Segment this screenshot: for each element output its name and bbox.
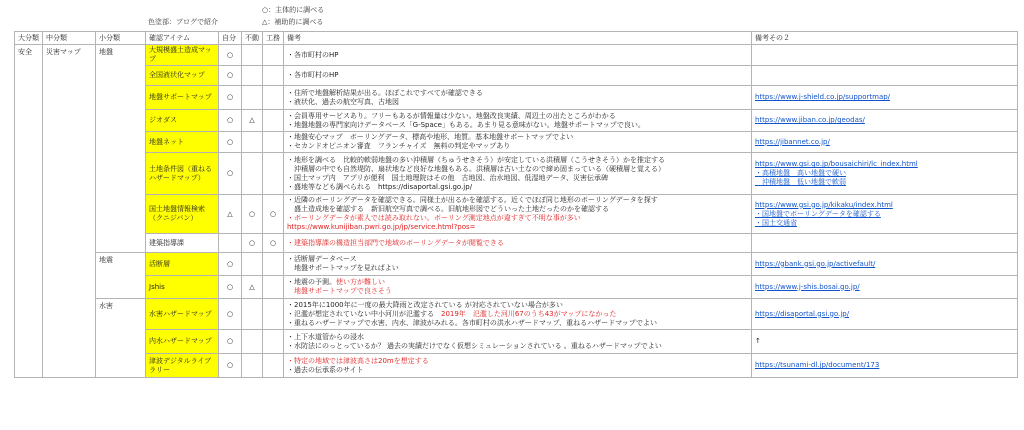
cell-self[interactable]: ○ <box>219 153 242 195</box>
cell-realestate[interactable] <box>242 66 263 86</box>
cell-self[interactable]: ○ <box>219 276 242 299</box>
cell-realestate[interactable]: ○ <box>242 234 263 253</box>
cell-builder[interactable] <box>263 330 284 354</box>
note-line <box>287 278 748 287</box>
cell-notes[interactable] <box>284 86 752 110</box>
cell-major[interactable]: 安全 <box>15 45 43 378</box>
header-builder[interactable]: 工務 <box>263 32 284 45</box>
cell-builder[interactable] <box>263 110 284 132</box>
cell-builder[interactable] <box>263 66 284 86</box>
cell-builder[interactable]: ○ <box>263 195 284 234</box>
cell-self[interactable]: ○ <box>219 253 242 276</box>
cell-builder[interactable] <box>263 253 284 276</box>
cell-self[interactable]: ○ <box>219 299 242 330</box>
cell-self[interactable]: ○ <box>219 354 242 378</box>
arrow-text: ↑ <box>755 337 761 345</box>
table-row <box>15 153 1018 195</box>
cell-realestate[interactable] <box>242 354 263 378</box>
cell-item[interactable]: ジオダス <box>146 110 219 132</box>
link[interactable]: https://tsunami-dl.jp/document/173 <box>755 361 880 369</box>
note-line <box>287 310 748 319</box>
cell-notes[interactable] <box>284 66 752 86</box>
cell-realestate[interactable] <box>242 253 263 276</box>
note-line: ・ボーリングデータが素人では読み取れない。ボーリング測定地点が違すぎて不明な事が多い <box>287 214 581 222</box>
cell-item[interactable]: 津波デジタルライブラリー <box>146 354 219 378</box>
note-line: ・重ねるハザードマップで水害、内水、津波がみれる。各市町村の洪水ハザードマップ、重ねるハザードマップでよい <box>287 318 658 327</box>
cell-item[interactable]: 大規模盛土造成マップ <box>146 45 219 66</box>
note-line: ・特定の地域では津波高さは20mを想定する <box>287 356 429 365</box>
header-item[interactable]: 確認アイテム <box>146 32 219 45</box>
cell-realestate[interactable]: △ <box>242 276 263 299</box>
cell-notes[interactable] <box>284 195 752 234</box>
cell-notes[interactable] <box>284 110 752 132</box>
cell-builder[interactable] <box>263 153 284 195</box>
note-line: ・住所で地盤解析結果が出る。ほぼこれですべてが確認できる <box>287 88 483 97</box>
header-notes2[interactable]: 備考その２ <box>752 32 1018 45</box>
link[interactable]: https://www.j-shis.bosai.go.jp/ <box>755 282 860 291</box>
cell-notes2[interactable] <box>752 234 1018 253</box>
note-line: ・盛地等なども調べられる https://disaportal.gsi.go.jp/ <box>287 182 473 191</box>
cell-item[interactable]: 内水ハザードマップ <box>146 330 219 354</box>
cell-notes2[interactable] <box>752 66 1018 86</box>
cell-builder[interactable]: ○ <box>263 234 284 253</box>
cell-notes[interactable] <box>284 153 752 195</box>
cell-minor[interactable]: 地盤 <box>96 45 146 253</box>
note-line: ・国土マップ内 アプリが便利 国土地理院はその他 古地図、治水地図、低湿地データ、災害伝承碑 <box>287 173 609 182</box>
header-self[interactable]: 自分 <box>219 32 242 45</box>
note-line: ・各市町村のHP <box>287 71 339 79</box>
link[interactable]: ・国地盤でボーリングデータを確認する <box>755 209 881 218</box>
link[interactable]: ・国土交通省 <box>755 218 797 227</box>
cell-notes[interactable] <box>284 45 752 66</box>
cell-self[interactable]: ○ <box>219 45 242 66</box>
cell-notes2[interactable] <box>752 253 1018 276</box>
cell-realestate[interactable] <box>242 153 263 195</box>
note-line: 盛土造成地を確認する 新旧航空写真で調べる。旧航地形図でどういった土地だったのかを確認する <box>287 205 609 213</box>
header-row <box>15 32 1018 45</box>
table-row <box>15 45 1018 66</box>
cell-self[interactable]: ○ <box>219 86 242 110</box>
link[interactable]: https://jibannet.co.jp/ <box>755 137 830 146</box>
cell-minor[interactable]: 水害 <box>96 299 146 378</box>
cell-notes2[interactable] <box>752 354 1018 378</box>
note-line: ・会員専用サービスあり。フリーもあるが情報量は少ない。地盤改良実績、周辺土の出たところがわかる <box>287 111 616 120</box>
cell-notes2[interactable] <box>752 195 1018 234</box>
cell-item[interactable]: Jshis <box>146 276 219 299</box>
note-text-red: 使い方が難しい <box>336 278 385 286</box>
note-line: 沖積層の中でも自然堤防、扇状地など良好な地盤もある。洪積層は古い土なので締め固まっている（硬積層と覚える） <box>287 164 665 173</box>
note-line: ・各市町村のHP <box>287 50 339 59</box>
cell-self[interactable]: ○ <box>219 330 242 354</box>
cell-notes2[interactable] <box>752 276 1018 299</box>
legend-triangle: △：補助的に調べる <box>262 18 324 26</box>
note-line: ・活断層データベース <box>287 255 357 263</box>
table-row <box>15 330 1018 354</box>
table-row <box>15 276 1018 299</box>
cell-self[interactable]: ○ <box>219 110 242 132</box>
cell-builder[interactable] <box>263 354 284 378</box>
cell-notes2[interactable] <box>752 299 1018 330</box>
table-row <box>15 110 1018 132</box>
cell-notes2[interactable] <box>752 132 1018 153</box>
note-line: ・2015年に1000年に一度の最大降雨と改定されている が対応されていない場合が多い <box>287 300 563 309</box>
link[interactable]: https://disaportal.gsi.go.jp/ <box>755 309 850 318</box>
note-line: ・セカンドオピニオン審査 フランチャイズ 無料の判定やマップあり <box>287 142 511 150</box>
header-middle[interactable]: 中分類 <box>43 32 96 45</box>
note-text-red: 2019年 氾濫した河川67のうち43がマップになかった <box>441 309 617 318</box>
table-row <box>15 86 1018 110</box>
link[interactable]: https://gbank.gsi.go.jp/activefault/ <box>755 259 876 268</box>
table-row <box>15 195 1018 234</box>
table-row <box>15 234 1018 253</box>
link[interactable]: https://www.gsi.go.jp/bousaichiri/lc_index.html <box>755 160 918 168</box>
table-row <box>15 354 1018 378</box>
cell-notes[interactable] <box>284 276 752 299</box>
note-line: ・上下水道管からの浸水 <box>287 332 364 341</box>
cell-builder[interactable] <box>263 276 284 299</box>
table-row <box>15 66 1018 86</box>
cell-realestate[interactable]: ○ <box>242 195 263 234</box>
cell-item[interactable]: 活断層 <box>146 253 219 276</box>
cell-self[interactable]: △ <box>219 195 242 234</box>
cell-notes[interactable] <box>284 299 752 330</box>
cell-notes2[interactable] <box>752 153 1018 195</box>
cell-realestate[interactable] <box>242 299 263 330</box>
header-major[interactable]: 大分類 <box>15 32 43 45</box>
cell-notes2[interactable] <box>752 330 1018 354</box>
cell-minor[interactable]: 地震 <box>96 253 146 299</box>
cell-notes[interactable] <box>284 132 752 153</box>
note-line: 地盤サポートマップを見ればよい <box>287 264 399 272</box>
cell-item[interactable]: 土地条件図（重ねるハザードマップ） <box>146 153 219 195</box>
table-row <box>15 132 1018 153</box>
table-row <box>15 253 1018 276</box>
legend-circle: ○：主体的に調べる <box>262 6 325 14</box>
header-minor[interactable]: 小分類 <box>96 32 146 45</box>
cell-realestate[interactable] <box>242 132 263 153</box>
spreadsheet-table <box>14 31 1018 378</box>
cell-self[interactable]: ○ <box>219 132 242 153</box>
link[interactable]: https://www.j-shield.co.jp/supportmap/ <box>755 93 891 101</box>
cell-realestate[interactable]: △ <box>242 110 263 132</box>
cell-notes2[interactable] <box>752 86 1018 110</box>
link[interactable]: https://www.gsi.go.jp/kikaku/index.html <box>755 200 893 209</box>
cell-builder[interactable] <box>263 299 284 330</box>
cell-notes2[interactable] <box>752 45 1018 66</box>
cell-notes2[interactable] <box>752 110 1018 132</box>
note-line: https://www.kunijiban.pwri.go.jp/jp/service.html?pos= <box>287 223 476 231</box>
cell-item[interactable]: 全国液状化マップ <box>146 66 219 86</box>
note-text: ・地震の予測。 <box>287 278 336 286</box>
cell-builder[interactable] <box>263 86 284 110</box>
note-line: ・液状化、過去の航空写真、古地図 <box>287 97 399 106</box>
cell-realestate[interactable] <box>242 86 263 110</box>
cell-builder[interactable] <box>263 132 284 153</box>
note-line: 地盤サポートマップで良さそう <box>287 287 392 295</box>
cell-builder[interactable] <box>263 45 284 66</box>
cell-notes[interactable] <box>284 354 752 378</box>
note-line: ・水防法にのっとっているか？ 過去の実績だけでなく仮想シミュレーションされている 。重ねるハザードマップでよい <box>287 341 662 350</box>
note-line: ・地盤地盤の専門家向けデータベース「G-Space」もある。あまり見る意味がない。地盤サポートマップで良い。 <box>287 120 645 129</box>
cell-self[interactable] <box>219 234 242 253</box>
cell-self[interactable]: ○ <box>219 66 242 86</box>
cell-item[interactable]: 地盤ネット <box>146 132 219 153</box>
note-line: ・建築指導課の構造担当部門で地域のボーリングデータが閲覧できる <box>287 238 504 247</box>
table-row <box>15 299 1018 330</box>
cell-middle[interactable]: 災害マップ <box>43 45 96 378</box>
note-line: ・地形を調べる 比較的軟弱地盤の多い沖積層（ちゅうせきそう）が安定している洪積層（こうせきそう）かを推定する <box>287 155 665 164</box>
note-line: ・近隣のボーリングデータを確認できる。同様土が出るかを確認する。近くでほぼ同じ地形のボーリングデータを探す <box>287 196 658 204</box>
cell-notes[interactable] <box>284 330 752 354</box>
cell-item[interactable]: 国土地盤情報検索（クニジバン） <box>146 195 219 234</box>
cell-realestate[interactable] <box>242 330 263 354</box>
cell-notes[interactable] <box>284 253 752 276</box>
cell-item[interactable]: 水害ハザードマップ <box>146 299 219 330</box>
cell-notes[interactable] <box>284 234 752 253</box>
note-text: ・氾濫が想定されていない中小河川が氾濫する <box>287 309 441 318</box>
link[interactable]: ・高積地盤 高い地盤で硬い <box>755 169 846 177</box>
link[interactable]: 沖積地盤 低い地盤で軟弱 <box>755 178 846 186</box>
note-line: ・過去の伝承系のサイト <box>287 365 364 374</box>
cell-item[interactable]: 地盤サポートマップ <box>146 86 219 110</box>
header-realestate[interactable]: 不動 <box>242 32 263 45</box>
note-line: ・地盤安心マップ ボーリングデータ、標高や地形、地質。基本地盤サポートマップでよい <box>287 133 574 141</box>
cell-item[interactable]: 建築指導課 <box>146 234 219 253</box>
link[interactable]: https://www.jiban.co.jp/geodas/ <box>755 116 865 124</box>
legend-color-note: 色塗部：ブログで紹介 <box>148 18 218 26</box>
cell-realestate[interactable] <box>242 45 263 66</box>
header-notes[interactable]: 備考 <box>284 32 752 45</box>
